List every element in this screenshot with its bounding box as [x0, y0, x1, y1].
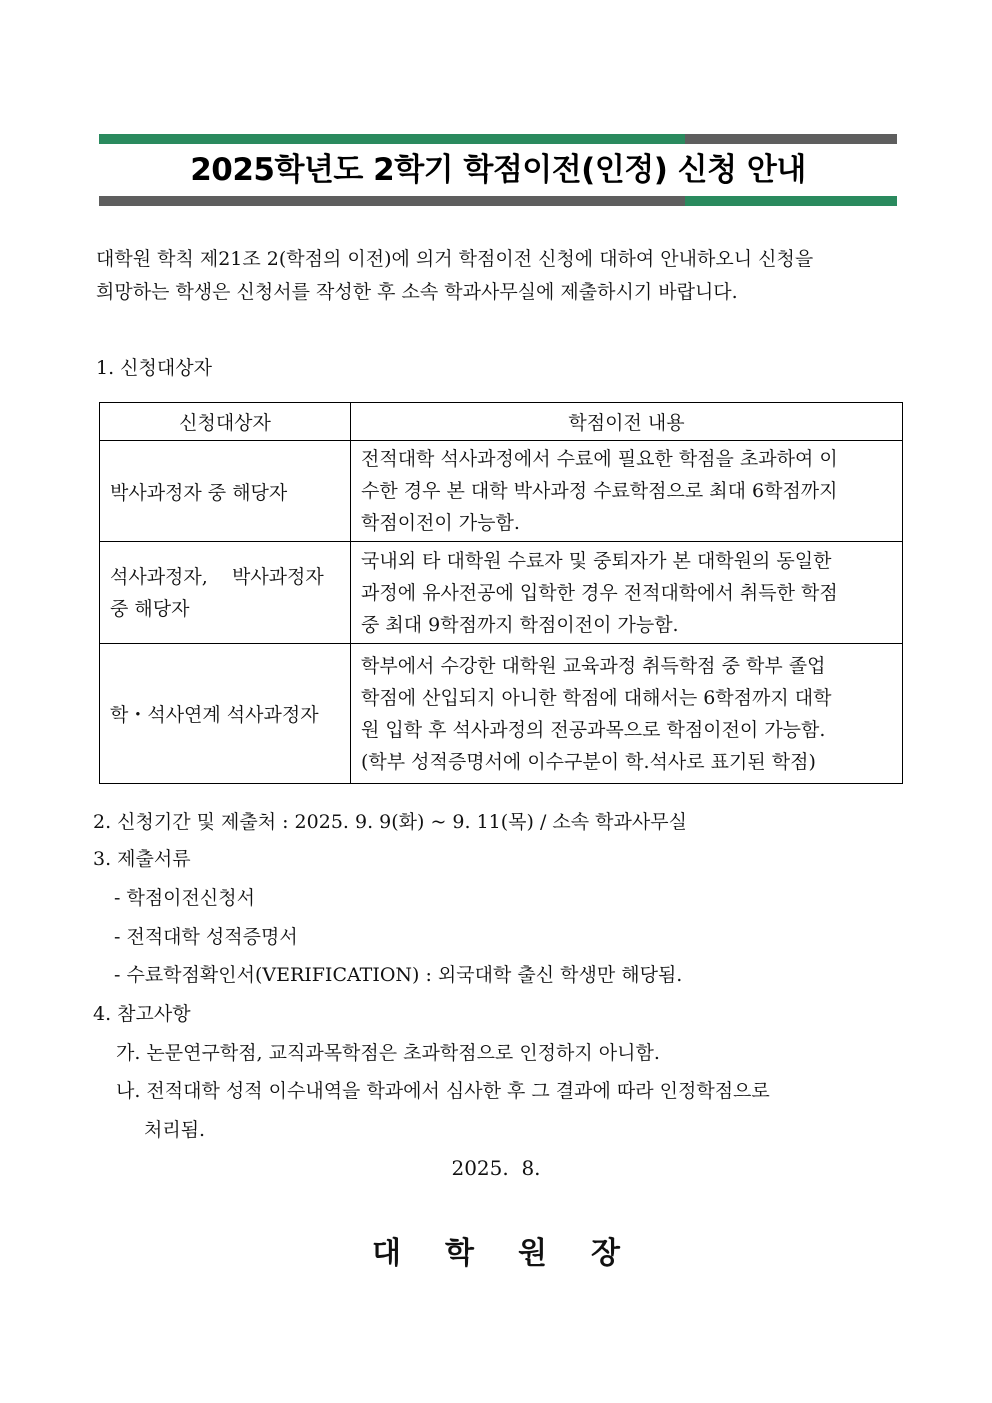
table-row [100, 542, 903, 644]
table-header-row [100, 403, 903, 441]
content-line: (학부 성적증명서에 이수구분이 학.석사로 표기된 학점) [361, 750, 816, 773]
section1-heading: 1. 신청대상자 [96, 357, 212, 379]
page-title: 2025학년도 2학기 학점이전(인정) 신청 안내 [190, 152, 806, 188]
transfer-table [99, 402, 903, 784]
content-line: 수한 경우 본 대학 박사과정 수료학점으로 최대 6학점까지 [361, 480, 838, 502]
table-cell-target: 학・석사연계 석사과정자 [100, 644, 351, 784]
table-row [100, 441, 903, 542]
title-bottom-bar [99, 196, 897, 206]
content-line: 과정에 유사전공에 입학한 경우 전적대학에서 취득한 학점 [361, 581, 838, 604]
section4-heading: 4. 참고사항 [93, 1003, 191, 1025]
table-row [100, 644, 903, 784]
table-header: 신청대상자 [100, 403, 351, 441]
content-line: 중 최대 9학점까지 학점이전이 가능함. [361, 613, 679, 636]
table-cell-content [351, 644, 903, 784]
content-line: 원 입학 후 석사과정의 전공과목으로 학점이전이 가능함. [361, 718, 826, 741]
table-cell-target [100, 542, 351, 644]
note-item: 나. 전적대학 성적 이수내역을 학과에서 심사한 후 그 결과에 따라 인정학점으로 [116, 1080, 770, 1102]
intro-line: 대학원 학칙 제21조 2(학점의 이전)에 의거 학점이전 신청에 대하여 안내하오니 신청을 [96, 248, 814, 270]
intro-paragraph [96, 243, 891, 309]
note-item: 가. 논문연구학점, 교직과목학점은 초과학점으로 인정하지 아니함. [116, 1042, 660, 1064]
title-box [99, 134, 897, 206]
table-header: 학점이전 내용 [351, 403, 903, 441]
issue-date: 2025. 8. [451, 1156, 541, 1180]
section2-text: 2. 신청기간 및 제출처 : 2025. 9. 9(화) ~ 9. 11(목) / 소속 학과사무실 [93, 811, 687, 833]
intro-line: 희망하는 학생은 신청서를 작성한 후 소속 학과사무실에 제출하시기 바랍니다. [96, 281, 738, 303]
content-line: 학점에 산입되지 아니한 학점에 대해서는 6학점까지 대학 [361, 686, 832, 709]
document-list-item: - 전적대학 성적증명서 [114, 926, 298, 948]
table-cell-content [351, 441, 903, 542]
note-item-continuation: 처리됨. [144, 1119, 206, 1141]
target-line: 중 해당자 [110, 597, 190, 620]
target-line: 석사과정자, 박사과정자 [110, 565, 324, 588]
section3-heading: 3. 제출서류 [93, 848, 191, 870]
table-cell-content [351, 542, 903, 644]
document-list-item: - 학점이전신청서 [114, 887, 255, 909]
table-cell-target: 박사과정자 중 해당자 [100, 441, 351, 542]
content-line: 전적대학 석사과정에서 수료에 필요한 학점을 초과하여 이 [361, 448, 838, 470]
content-line: 학점이전이 가능함. [361, 512, 520, 534]
title-top-bar [99, 134, 897, 144]
content-line: 국내외 타 대학원 수료자 및 중퇴자가 본 대학원의 동일한 [361, 549, 832, 572]
signature: 대학원장 [372, 1236, 664, 1271]
document-list-item: - 수료학점확인서(VERIFICATION) : 외국대학 출신 학생만 해당됨. [114, 964, 683, 986]
content-line: 학부에서 수강한 대학원 교육과정 취득학점 중 학부 졸업 [361, 654, 826, 677]
